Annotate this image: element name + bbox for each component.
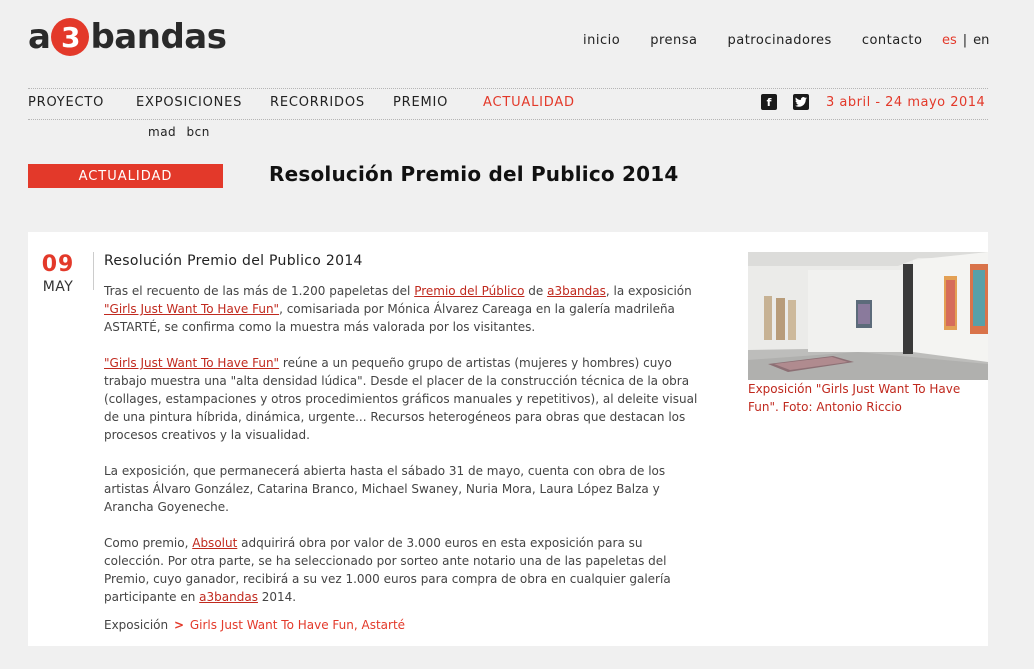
article-date — [38, 252, 78, 295]
photo-caption: Exposición "Girls Just Want To Have Fun". Foto: Antonio Riccio — [748, 382, 961, 414]
subnav-mad[interactable]: mad — [148, 125, 177, 139]
text: Tras el recuento de las más de 1.200 papeletas del — [104, 284, 415, 298]
subnav-bcn[interactable]: bcn — [186, 125, 210, 139]
article-paragraph-3: La exposición, que permanecerá abierta hasta el sábado 31 de mayo, cuenta con obra de los artistas Álvaro González, Catarina Branco, Michael Swaney, Nuria Mora, Laura López Balza y Arancha Goyeneche. — [104, 464, 666, 514]
divider-nav — [28, 119, 988, 120]
twitter-icon[interactable] — [793, 94, 809, 110]
article-paragraph-1 — [104, 282, 704, 336]
article-day: 09 — [41, 252, 75, 277]
nav-recorridos[interactable]: RECORRIDOS — [270, 95, 365, 110]
logo[interactable] — [28, 16, 226, 58]
link-girls-just-want-2[interactable]: "Girls Just Want To Have Fun" — [104, 356, 280, 370]
exhibition-photo[interactable] — [748, 252, 988, 380]
lang-es[interactable]: es — [942, 33, 957, 48]
nav-inicio[interactable]: inicio — [583, 33, 621, 48]
divider-top — [28, 88, 988, 89]
text: de — [524, 284, 548, 298]
facebook-icon[interactable]: f — [761, 94, 777, 110]
nav-patrocinadores[interactable]: patrocinadores — [727, 33, 832, 48]
top-nav — [583, 33, 922, 48]
nav-prensa[interactable]: prensa — [650, 33, 698, 48]
lang-en[interactable]: en — [973, 33, 990, 48]
article-title: Resolución Premio del Publico 2014 — [104, 253, 363, 269]
text: , comisariada por Mónica Álvarez Careaga en la galería madrileña ASTARTÉ, se confirma como la muestra más valorada por los visitantes. — [104, 302, 675, 334]
event-dates: 3 abril - 24 mayo 2014 — [826, 95, 986, 110]
text: 2014. — [257, 590, 297, 604]
text: adquirirá obra por valor de 3.000 euros en esta exposición para su colección. Por otra parte, se ha seleccionado por sorteo ante notario una de las papeletas del Premio, cuyo ganador, recibirá a su vez 1.000 euros para compra de obra en cualquier galería participante en — [104, 536, 671, 604]
related-label: Exposición — [104, 618, 169, 632]
link-a3bandas-2[interactable]: a3bandas — [199, 590, 258, 604]
nav-proyecto[interactable]: PROYECTO — [28, 95, 105, 110]
language-switch — [942, 33, 989, 48]
nav-exposiciones[interactable]: EXPOSICIONES — [136, 95, 243, 110]
section-label: ACTUALIDAD — [28, 164, 223, 188]
logo-number: 3 — [51, 18, 89, 56]
related-exhibition-link[interactable]: Girls Just Want To Have Fun, Astarté — [189, 618, 406, 632]
link-a3bandas[interactable]: a3bandas — [547, 284, 606, 298]
date-divider — [93, 252, 94, 290]
link-premio-publico[interactable]: Premio del Público — [414, 284, 525, 298]
nav-premio[interactable]: PREMIO — [393, 95, 449, 110]
logo-suffix: bandas — [90, 17, 227, 57]
lang-separator: | — [962, 33, 968, 48]
text: Como premio, — [104, 536, 193, 550]
nav-actualidad[interactable]: ACTUALIDAD — [483, 95, 575, 110]
page-title: Resolución Premio del Publico 2014 — [269, 162, 679, 186]
text: , la exposición — [605, 284, 692, 298]
nav-contacto[interactable]: contacto — [861, 33, 923, 48]
chevron-right-icon: > — [173, 618, 184, 632]
sub-nav — [148, 125, 216, 139]
social-links — [761, 94, 809, 110]
article-card — [28, 232, 988, 646]
text: reúne a un pequeño grupo de artistas (mujeres y hombres) cuyo trabajo muestra una "alta densidad lúdica". Desde el placer de la construcción técnica de la obra (collages, estampaciones y otros procedimientos gráficos manuales y repetitivos), al deleite visual de una pintura híbrida, dinámica, urgente... Recursos heterogéneos para obras que destacan los procesos creativos y la visualidad. — [104, 356, 698, 442]
related-exhibition — [104, 616, 704, 634]
link-absolut[interactable]: Absolut — [192, 536, 238, 550]
link-girls-just-want[interactable]: "Girls Just Want To Have Fun" — [104, 302, 280, 316]
article-month: MAY — [42, 279, 74, 295]
article-body — [104, 252, 704, 634]
logo-prefix: a — [28, 17, 51, 57]
article-paragraph-2 — [104, 354, 704, 444]
article-paragraph-4 — [104, 534, 704, 606]
